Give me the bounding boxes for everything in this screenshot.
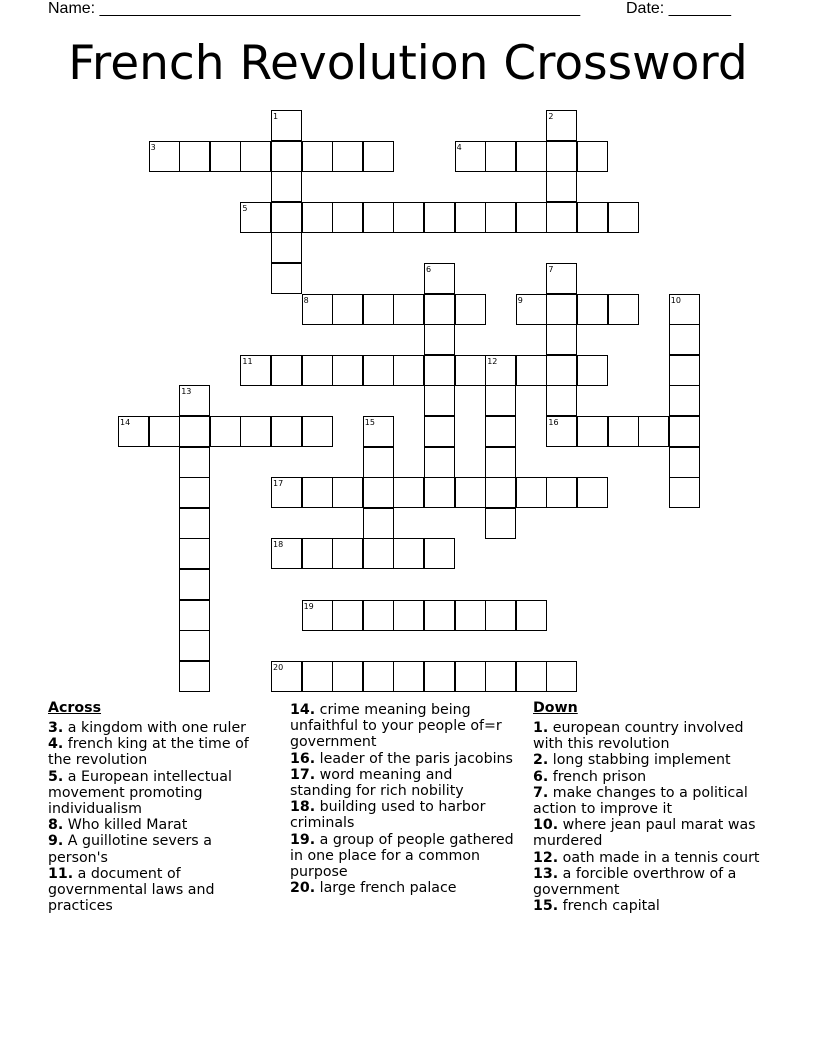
clue-number: 20 [273,662,284,672]
clue-down-2: 2. long stabbing implement [533,752,731,769]
grid-cell[interactable] [424,263,455,294]
grid-cell[interactable] [669,294,700,325]
grid-cell[interactable] [546,477,577,508]
grid-cell[interactable] [455,141,486,172]
grid-cell[interactable] [424,294,455,325]
clue-number: 3 [150,142,156,152]
grid-cell[interactable] [332,294,363,325]
grid-cell[interactable] [455,355,486,386]
grid-cell[interactable] [546,324,577,355]
date-field-label: Date: _______ [626,0,731,17]
grid-cell[interactable] [393,202,424,233]
clue-across-17: 17. word meaning and standing for rich nobility [290,766,464,800]
clue-across-18: 18. building used to harbor criminals [290,799,486,832]
grid-cell[interactable] [149,416,180,447]
grid-cell[interactable] [485,202,516,233]
grid-cell[interactable] [546,294,577,325]
clue-across-4: 4. french king at the time of the revolution [48,736,249,769]
grid-cell[interactable] [179,661,210,692]
grid-cell[interactable] [302,202,333,233]
grid-cell[interactable] [516,661,547,692]
grid-cell[interactable] [424,355,455,386]
grid-cell[interactable] [363,202,394,233]
grid-cell[interactable] [485,385,516,416]
grid-cell[interactable] [546,202,577,233]
grid-cell[interactable] [546,416,577,447]
grid-cell[interactable] [608,202,639,233]
grid-cell[interactable] [577,294,608,325]
grid-cell[interactable] [546,661,577,692]
grid-cell[interactable] [332,141,363,172]
grid-cell[interactable] [608,416,639,447]
grid-cell[interactable] [240,355,271,386]
grid-cell[interactable] [302,294,333,325]
name-field-label: Name: ______________________________________________________ [48,0,581,17]
clue-number: 7 [548,265,554,274]
grid-cell[interactable] [485,447,516,478]
grid-cell[interactable] [332,355,363,386]
grid-cell[interactable] [485,416,516,447]
grid-cell[interactable] [149,141,180,172]
grid-cell[interactable] [638,416,669,447]
page-title: French Revolution Crossword [68,36,748,91]
grid-cell[interactable] [271,538,302,569]
grid-cell[interactable] [332,600,363,631]
grid-cell[interactable] [271,202,302,233]
grid-cell[interactable] [363,538,394,569]
clue-down-12: 12. oath made in a tennis court [533,849,760,866]
grid-cell[interactable] [577,477,608,508]
clue-number: 12 [487,356,498,366]
grid-cell[interactable] [424,324,455,355]
grid-cell[interactable] [424,202,455,233]
grid-cell[interactable] [302,477,333,508]
grid-cell[interactable] [363,141,394,172]
grid-cell[interactable] [393,600,424,631]
grid-cell[interactable] [669,447,700,478]
grid-cell[interactable] [485,508,516,539]
grid-cell[interactable] [424,447,455,478]
grid-cell[interactable] [424,477,455,508]
grid-cell[interactable] [363,294,394,325]
clue-number: 17 [273,479,284,489]
grid-cell[interactable] [332,477,363,508]
grid-cell[interactable] [271,661,302,692]
grid-cell[interactable] [302,416,333,447]
grid-cell[interactable] [302,538,333,569]
grid-cell[interactable] [332,538,363,569]
grid-cell[interactable] [179,600,210,631]
clue-across-19: 19. a group of people gathered in one place for a common purpose [290,831,514,881]
down-heading: Down [533,700,578,716]
grid-cell[interactable] [179,416,210,447]
grid-cell[interactable] [363,447,394,478]
grid-cell[interactable] [577,202,608,233]
grid-cell[interactable] [332,661,363,692]
grid-cell[interactable] [302,661,333,692]
grid-cell[interactable] [455,661,486,692]
grid-cell[interactable] [332,202,363,233]
grid-cell[interactable] [669,477,700,508]
grid-cell[interactable] [455,477,486,508]
grid-cell[interactable] [393,538,424,569]
grid-cell[interactable] [424,661,455,692]
grid-cell[interactable] [424,538,455,569]
clue-number: 6 [426,265,432,274]
grid-cell[interactable] [271,355,302,386]
grid-cell[interactable] [424,600,455,631]
grid-cell[interactable] [271,110,302,141]
grid-cell[interactable] [546,141,577,172]
clue-number: 18 [273,540,284,550]
clue-number: 10 [670,295,681,305]
grid-cell[interactable] [210,416,241,447]
clue-down-7: 7. make changes to a political action to improve it [533,784,748,818]
clue-across-8: 8. Who killed Marat [48,817,188,834]
clue-number: 15 [364,418,375,427]
grid-cell[interactable] [271,263,302,294]
across-clues-column-continued [290,702,518,896]
grid-cell[interactable] [363,477,394,508]
clue-number: 13 [181,387,192,397]
clue-down-10: 10. where jean paul marat was murdered [533,817,756,850]
grid-cell[interactable] [271,477,302,508]
grid-cell[interactable] [516,202,547,233]
grid-cell[interactable] [179,569,210,600]
grid-cell[interactable] [393,661,424,692]
clue-down-13: 13. a forcible overthrow of a government [533,865,737,899]
grid-cell[interactable] [363,416,394,447]
grid-cell[interactable] [302,355,333,386]
clue-across-9: 9. A guillotine severs a person's [48,833,212,866]
grid-cell[interactable] [363,661,394,692]
grid-cell[interactable] [179,477,210,508]
grid-cell[interactable] [546,171,577,202]
grid-cell[interactable] [240,141,271,172]
grid-cell[interactable] [485,355,516,386]
down-clues-column [533,700,761,914]
grid-cell[interactable] [577,355,608,386]
across-clues-column [48,700,276,914]
grid-cell[interactable] [577,416,608,447]
clue-number: 1 [273,112,279,121]
grid-cell[interactable] [485,661,516,692]
clue-across-14: 14. crime meaning being unfaithful to your people of=r government [290,702,502,751]
clue-down-6: 6. french prison [533,768,647,785]
grid-cell[interactable] [393,355,424,386]
grid-cell[interactable] [669,385,700,416]
grid-cell[interactable] [516,477,547,508]
grid-cell[interactable] [546,355,577,386]
clue-across-20: 20. large french palace [290,880,457,897]
grid-cell[interactable] [516,355,547,386]
clue-down-1: 1. european country involved with this revolution [533,720,744,753]
grid-cell[interactable] [271,232,302,263]
grid-cell[interactable] [210,141,241,172]
grid-cell[interactable] [302,600,333,631]
grid-cell[interactable] [485,600,516,631]
grid-cell[interactable] [179,385,210,416]
grid-cell[interactable] [393,294,424,325]
grid-cell[interactable] [179,630,210,661]
grid-cell[interactable] [516,141,547,172]
clue-number: 9 [517,295,523,305]
grid-cell[interactable] [455,202,486,233]
grid-cell[interactable] [271,416,302,447]
clue-across-11: 11. a document of governmental laws and practices [48,865,215,915]
clue-number: 16 [548,418,559,427]
grid-cell[interactable] [240,416,271,447]
grid-cell[interactable] [302,141,333,172]
grid-cell[interactable] [271,141,302,172]
clue-number: 4 [456,142,462,152]
clue-number: 19 [303,601,314,611]
clue-number: 2 [548,112,554,121]
grid-cell[interactable] [455,600,486,631]
grid-cell[interactable] [546,385,577,416]
grid-cell[interactable] [363,508,394,539]
grid-cell[interactable] [669,416,700,447]
clue-across-5: 5. a European intellectual movement promoting individualism [48,768,232,818]
grid-cell[interactable] [455,294,486,325]
grid-cell[interactable] [516,600,547,631]
grid-cell[interactable] [608,294,639,325]
grid-cell[interactable] [424,416,455,447]
grid-cell[interactable] [669,355,700,386]
grid-cell[interactable] [179,447,210,478]
grid-cell[interactable] [179,538,210,569]
clue-number: 14 [120,418,131,427]
header [48,0,748,20]
grid-cell[interactable] [546,110,577,141]
grid-cell[interactable] [485,141,516,172]
clue-number: 5 [242,203,248,213]
grid-cell[interactable] [240,202,271,233]
grid-cell[interactable] [669,324,700,355]
clue-down-15: 15. french capital [533,898,660,915]
across-heading: Across [48,700,102,716]
grid-cell[interactable] [271,171,302,202]
clue-across-3: 3. a kingdom with one ruler [48,720,247,736]
grid-cell[interactable] [363,600,394,631]
clue-number: 11 [242,356,253,366]
grid-cell[interactable] [118,416,149,447]
clue-number: 8 [303,295,309,305]
grid-cell[interactable] [424,385,455,416]
grid-cell[interactable] [393,477,424,508]
grid-cell[interactable] [485,477,516,508]
grid-cell[interactable] [577,141,608,172]
grid-cell[interactable] [546,263,577,294]
grid-cell[interactable] [516,294,547,325]
grid-cell[interactable] [179,508,210,539]
grid-cell[interactable] [179,141,210,172]
clue-across-16: 16. leader of the paris jacobins [290,750,513,767]
grid-cell[interactable] [363,355,394,386]
